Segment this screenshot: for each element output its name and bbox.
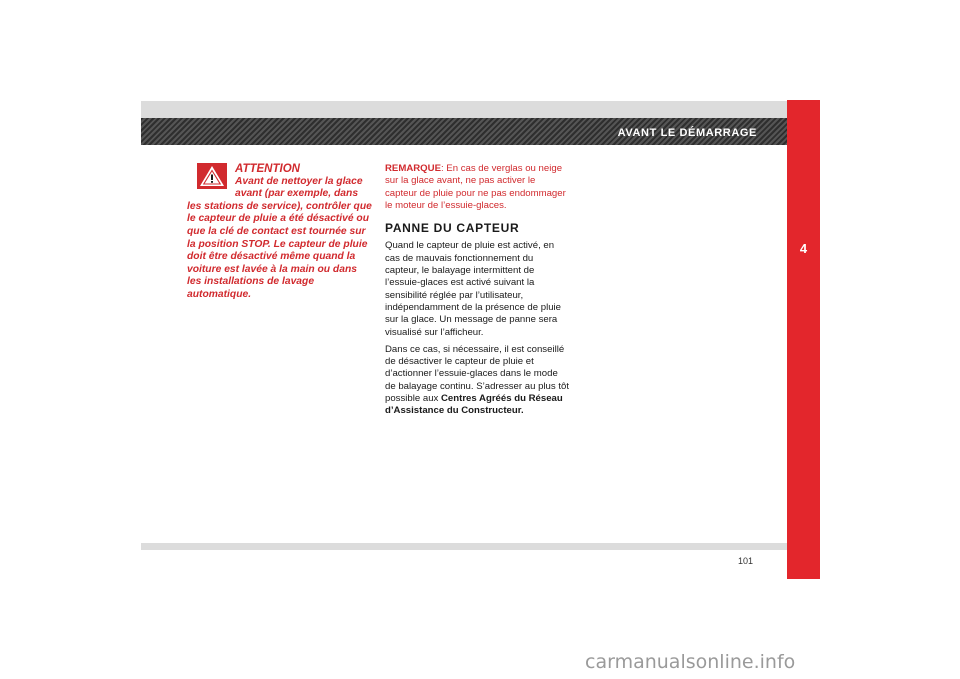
remark-paragraph <box>385 163 570 212</box>
section-heading: PANNE DU CAPTEUR <box>385 221 520 236</box>
remark-text: : En cas de verglas ou neige sur la glace avant, ne pas activer le capteur de pluie pour ne pas endommager le moteur de l’essuie-glaces. <box>385 163 566 211</box>
header-top-strip <box>141 101 787 118</box>
section-title: AVANT LE DÉMARRAGE <box>617 127 757 139</box>
service-network-text: Centres Agréés du Réseau d’Assistance du Constructeur. <box>385 393 563 417</box>
paragraph-2-text: Dans ce cas, si nécessaire, il est conseillé de désactiver le capteur de pluie et d’actionner l’essuie-glaces dans le mode de balayage continu. S’adresser au plus tôt possible aux <box>385 343 570 405</box>
warning-triangle-icon <box>197 163 227 189</box>
remark-label: REMARQUE <box>385 163 441 174</box>
footer-band <box>141 543 787 550</box>
warning-text: Avant de nettoyer la glace avant (par exemple, dans les stations de service), contrôler que le capteur de pluie a été désactivé ou que la clé de contact est tournée sur la position STOP. Le capteur de pluie doit être désactivé même quand la voiture est lavée à la main ou dans les installations de lavage automatique. <box>187 175 372 300</box>
page-number: 101 <box>738 556 754 566</box>
chapter-tab <box>787 100 820 579</box>
warning-title: ATTENTION <box>235 163 300 175</box>
content-column <box>385 163 570 423</box>
paragraph-1: Quand le capteur de pluie est activé, en cas de mauvais fonctionnement du capteur, le balayage intermittent de l’essuie-glaces est activé suivant la sensibilité réglée par l’utilisateur, indépendamment de la présence de pluie sur la glace. Un message de panne sera visualisé sur l’afficheur. <box>385 240 562 338</box>
paragraph-2 <box>385 344 570 418</box>
warning-box <box>187 163 372 302</box>
chapter-number: 4 <box>799 241 808 256</box>
watermark: carmanualsonline.info <box>585 651 796 673</box>
